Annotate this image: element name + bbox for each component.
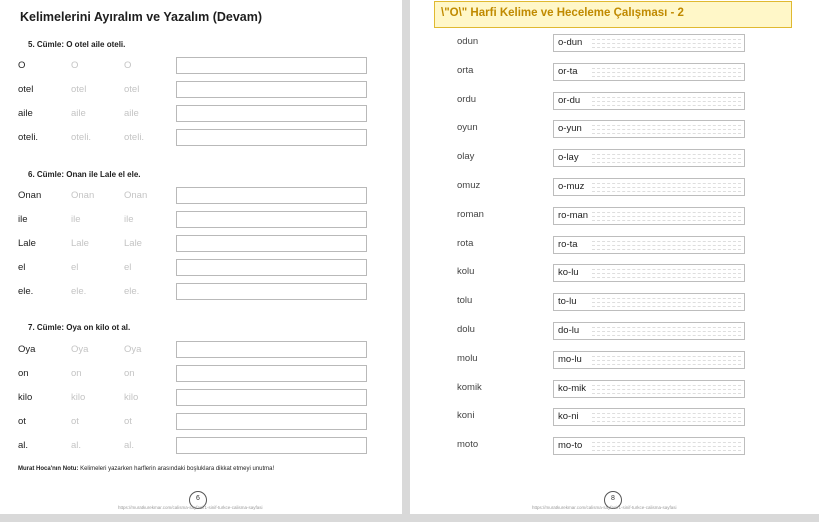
word-trace: ile: [71, 214, 81, 225]
word-trace: kilo: [124, 392, 139, 403]
word-row: [0, 81, 402, 100]
syllable-row: [410, 408, 819, 428]
word-model: Onan: [18, 190, 42, 201]
guide-line: [592, 327, 741, 328]
word-row: [0, 235, 402, 254]
syllable-text: mo-lu: [558, 354, 582, 365]
syllable-row: [410, 264, 819, 284]
syllable-text: ro-man: [558, 210, 589, 221]
writing-box[interactable]: [176, 437, 367, 454]
word-label: komik: [457, 382, 482, 393]
word-trace: aile: [71, 108, 86, 119]
word-row: [0, 437, 402, 456]
syllable-text: ko-ni: [558, 411, 579, 422]
word-model: otel: [18, 84, 34, 95]
footer-url[interactable]: https://muratkurekmar.com/calisma-sayfasi/1-sinif-turkce-calisma-sayfasi: [532, 505, 677, 510]
word-trace: Oya: [71, 344, 89, 355]
guide-line: [592, 187, 741, 188]
guide-line: [592, 47, 741, 48]
syllable-text: o-yun: [558, 123, 582, 134]
page-title: Kelimelerini Ayıralım ve Yazalım (Devam): [20, 10, 263, 24]
word-row: [0, 389, 402, 408]
word-model: ile: [18, 214, 28, 225]
syllable-text: ko-mik: [558, 383, 586, 394]
word-trace: oteli.: [124, 132, 145, 143]
word-model: on: [18, 368, 29, 379]
word-label: molu: [457, 353, 478, 364]
footer-url[interactable]: https://muratkurekmar.com/calisma-sayfasi/1-sinif-turkce-calisma-sayfasi: [118, 505, 263, 510]
word-label: dolu: [457, 324, 475, 335]
word-model: Oya: [18, 344, 36, 355]
sentence-heading-6: 6. Cümle: Onan ile Lale el ele.: [28, 170, 141, 179]
guide-line: [592, 306, 741, 307]
guide-line: [592, 245, 741, 246]
syllable-row: [410, 236, 819, 256]
word-trace: al.: [71, 440, 82, 451]
word-label: roman: [457, 209, 484, 220]
word-label: kolu: [457, 266, 475, 277]
syllable-text: o-lay: [558, 152, 579, 163]
guide-line: [592, 72, 741, 73]
word-label: odun: [457, 36, 479, 47]
word-trace: Onan: [124, 190, 148, 201]
syllable-box[interactable]: [553, 408, 745, 426]
page-number: 6: [189, 491, 207, 509]
word-model: el: [18, 262, 26, 273]
writing-box[interactable]: [176, 389, 367, 406]
guide-line: [592, 302, 741, 303]
guide-line: [592, 413, 741, 414]
syllable-box[interactable]: [553, 92, 745, 110]
syllable-box[interactable]: [553, 236, 745, 254]
syllable-box[interactable]: [553, 149, 745, 167]
word-row: [0, 259, 402, 278]
guide-line: [592, 331, 741, 332]
word-model: kilo: [18, 392, 33, 403]
word-label: orta: [457, 65, 474, 76]
syllable-text: o-muz: [558, 181, 585, 192]
word-trace: Onan: [71, 190, 95, 201]
syllable-row: [410, 34, 819, 54]
word-trace: otel: [71, 84, 87, 95]
syllable-box[interactable]: [553, 351, 745, 369]
word-label: rota: [457, 238, 474, 249]
writing-box[interactable]: [176, 235, 367, 252]
guide-line: [592, 385, 741, 386]
word-row: [0, 129, 402, 148]
worksheet-page-right: [410, 0, 819, 514]
syllable-row: [410, 63, 819, 83]
guide-line: [592, 421, 741, 422]
syllable-box[interactable]: [553, 293, 745, 311]
word-trace: el: [71, 262, 79, 273]
word-trace: otel: [124, 84, 140, 95]
guide-line: [592, 154, 741, 155]
guide-line: [592, 133, 741, 134]
writing-box[interactable]: [176, 129, 367, 146]
note-text: Kelimeleri yazarken harflerin arasındaki boşluklara dikkat etmeyi unutma!: [78, 466, 275, 472]
guide-line: [592, 249, 741, 250]
guide-line: [592, 43, 741, 44]
word-trace: oteli.: [71, 132, 92, 143]
word-trace: al.: [124, 440, 135, 451]
syllable-row: [410, 149, 819, 169]
writing-box[interactable]: [176, 105, 367, 122]
guide-line: [592, 101, 741, 102]
word-trace: on: [124, 368, 135, 379]
syllable-row: [410, 120, 819, 140]
guide-line: [592, 269, 741, 270]
syllable-box[interactable]: [553, 264, 745, 282]
syllable-box[interactable]: [553, 120, 745, 138]
guide-line: [592, 183, 741, 184]
guide-line: [592, 212, 741, 213]
word-trace: ot: [71, 416, 79, 427]
guide-line: [592, 298, 741, 299]
word-trace: O: [71, 60, 79, 71]
word-model: Lale: [18, 238, 36, 249]
guide-line: [592, 356, 741, 357]
word-model: O: [18, 60, 26, 71]
page-title-banner: \"O\" Harfi Kelime ve Heceleme Çalışması - 2: [434, 1, 792, 28]
word-label: oyun: [457, 122, 478, 133]
writing-box[interactable]: [176, 81, 367, 98]
word-row: [0, 283, 402, 302]
guide-line: [592, 442, 741, 443]
word-trace: ile: [124, 214, 134, 225]
word-trace: ot: [124, 416, 132, 427]
word-trace: Oya: [124, 344, 142, 355]
word-trace: Lale: [71, 238, 89, 249]
guide-line: [592, 393, 741, 394]
syllable-box[interactable]: [553, 322, 745, 340]
syllable-text: mo-to: [558, 440, 583, 451]
writing-box[interactable]: [176, 187, 367, 204]
guide-line: [592, 162, 741, 163]
teacher-note: [18, 466, 274, 472]
guide-line: [592, 158, 741, 159]
writing-box[interactable]: [176, 259, 367, 276]
word-row: [0, 57, 402, 76]
guide-line: [592, 417, 741, 418]
syllable-row: [410, 322, 819, 342]
syllable-row: [410, 92, 819, 112]
guide-line: [592, 220, 741, 221]
guide-line: [592, 277, 741, 278]
word-row: [0, 187, 402, 206]
writing-box[interactable]: [176, 341, 367, 358]
syllable-text: to-lu: [558, 296, 577, 307]
guide-line: [592, 364, 741, 365]
syllable-box[interactable]: [553, 34, 745, 52]
syllable-box[interactable]: [553, 63, 745, 81]
syllable-text: do-lu: [558, 325, 580, 336]
guide-line: [592, 450, 741, 451]
guide-line: [592, 39, 741, 40]
syllable-box[interactable]: [553, 178, 745, 196]
word-label: ordu: [457, 94, 477, 105]
word-label: tolu: [457, 295, 473, 306]
word-model: aile: [18, 108, 33, 119]
word-row: [0, 211, 402, 230]
syllable-text: ro-ta: [558, 239, 578, 250]
writing-box[interactable]: [176, 413, 367, 430]
writing-box[interactable]: [176, 283, 367, 300]
word-row: [0, 413, 402, 432]
guide-line: [592, 105, 741, 106]
page-number: 8: [604, 491, 622, 509]
writing-box[interactable]: [176, 57, 367, 74]
guide-line: [592, 216, 741, 217]
guide-line: [592, 125, 741, 126]
syllable-box[interactable]: [553, 437, 745, 455]
syllable-row: [410, 178, 819, 198]
word-row: [0, 365, 402, 384]
word-label: olay: [457, 151, 475, 162]
syllable-box[interactable]: [553, 380, 745, 398]
syllable-row: [410, 437, 819, 457]
word-trace: aile: [124, 108, 139, 119]
word-row: [0, 105, 402, 124]
guide-line: [592, 76, 741, 77]
guide-line: [592, 191, 741, 192]
word-trace: Lale: [124, 238, 142, 249]
syllable-text: ko-lu: [558, 267, 579, 278]
word-trace: el: [124, 262, 132, 273]
word-model: al.: [18, 440, 29, 451]
syllable-text: or-du: [558, 95, 581, 106]
syllable-box[interactable]: [553, 207, 745, 225]
syllable-row: [410, 207, 819, 227]
guide-line: [592, 97, 741, 98]
word-model: ot: [18, 416, 26, 427]
word-trace: on: [71, 368, 82, 379]
word-model: oteli.: [18, 132, 39, 143]
guide-line: [592, 273, 741, 274]
word-label: moto: [457, 439, 479, 450]
writing-box[interactable]: [176, 211, 367, 228]
guide-line: [592, 335, 741, 336]
writing-box[interactable]: [176, 365, 367, 382]
guide-line: [592, 446, 741, 447]
guide-line: [592, 129, 741, 130]
word-row: [0, 341, 402, 360]
word-label: omuz: [457, 180, 481, 191]
guide-line: [592, 360, 741, 361]
sentence-heading-5: 5. Cümle: O otel aile oteli.: [28, 40, 126, 49]
syllable-text: o-dun: [558, 37, 583, 48]
syllable-row: [410, 380, 819, 400]
worksheet-page-left: [0, 0, 402, 514]
word-trace: O: [124, 60, 132, 71]
word-trace: ele.: [124, 286, 140, 297]
word-label: koni: [457, 410, 475, 421]
note-label: Murat Hoca'nın Notu:: [18, 466, 79, 472]
word-trace: kilo: [71, 392, 86, 403]
sentence-heading-7: 7. Cümle: Oya on kilo ot al.: [28, 323, 131, 332]
word-trace: ele.: [71, 286, 87, 297]
syllable-row: [410, 351, 819, 371]
syllable-text: or-ta: [558, 66, 578, 77]
word-model: ele.: [18, 286, 34, 297]
guide-line: [592, 241, 741, 242]
syllable-row: [410, 293, 819, 313]
guide-line: [592, 389, 741, 390]
guide-line: [592, 68, 741, 69]
